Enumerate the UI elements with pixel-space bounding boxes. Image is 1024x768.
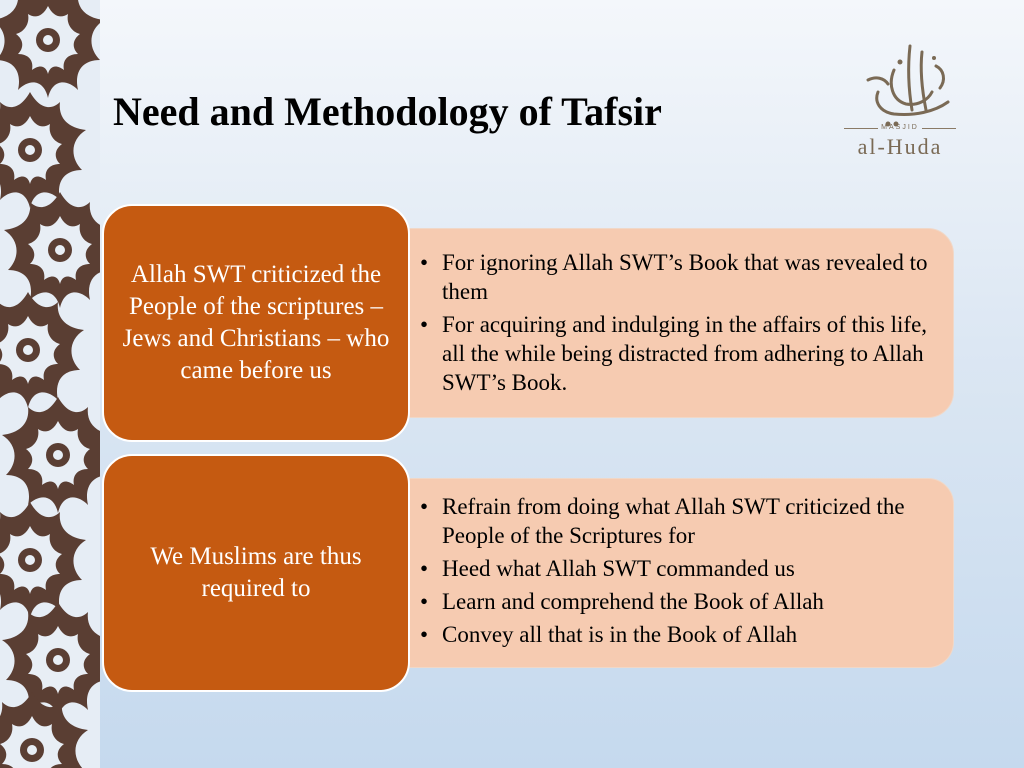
bullet-item: • Refrain from doing what Allah SWT criticized the People of the Scriptures for — [416, 492, 936, 550]
bullet-item: • Heed what Allah SWT commanded us — [416, 554, 936, 583]
arabesque-ornament — [0, 0, 100, 768]
bullet-item: • For ignoring Allah SWT’s Book that was revealed to them — [416, 248, 936, 306]
bullet-item: • For acquiring and indulging in the affairs of this life, all the while being distracted from adhering to Allah SWT’s Book. — [416, 310, 936, 397]
bullet-list-1 — [416, 248, 936, 401]
bullet-list-2 — [416, 492, 936, 653]
heading-box-1-text: Allah SWT criticized the People of the scriptures – Jews and Christians – who came before us — [122, 261, 390, 384]
masjid-calligraphy-logo — [848, 40, 958, 130]
slide-title: Need and Methodology of Tafsir — [113, 89, 662, 134]
bullet-item: • Learn and comprehend the Book of Allah — [416, 587, 936, 616]
bullet-item: • Convey all that is in the Book of Allah — [416, 620, 936, 649]
logo-name: al-Huda — [857, 134, 943, 159]
heading-box-1 — [102, 204, 410, 442]
heading-box-2-text: We Muslims are thus required to — [150, 543, 362, 602]
heading-box-2 — [102, 454, 410, 692]
masjid-logo — [838, 40, 962, 165]
logo-masjid-text: MASJID — [881, 124, 919, 131]
